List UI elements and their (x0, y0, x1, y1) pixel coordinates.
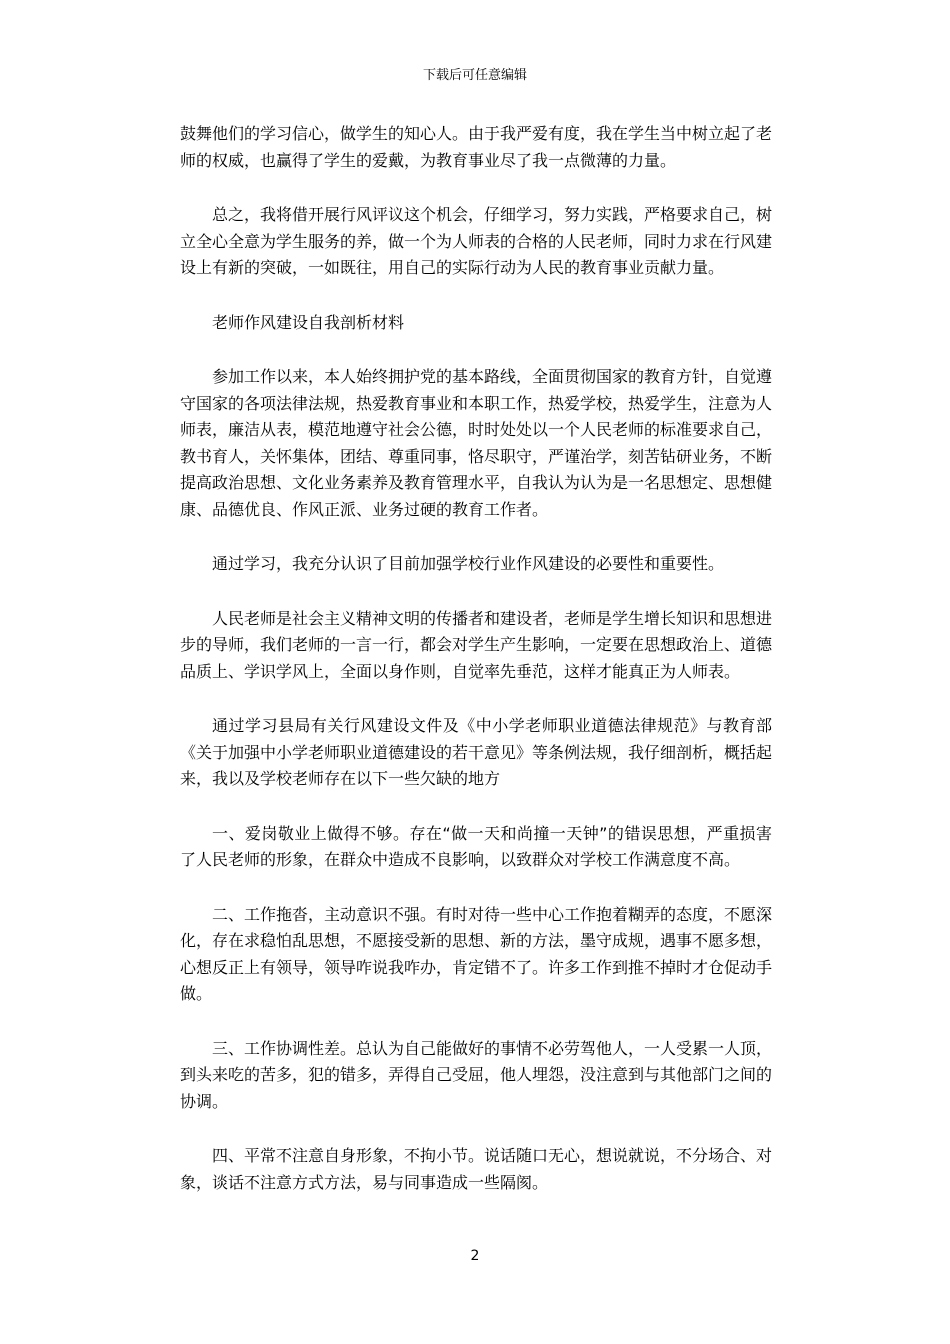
paragraph-study-docs: 通过学习县局有关行风建设文件及《中小学老师职业道德法律规范》与教育部《关于加强中小学老师职业道德建设的若干意见》等条例法规，我仔细剖析，概括起来，我以及学校老师存在以下一些欠缺的地方 (180, 716, 773, 788)
paragraph-understanding: 通过学习，我充分认识了目前加强学校行业作风建设的必要性和重要性。 (212, 554, 725, 573)
paragraph-continuation: 鼓舞他们的学习信心，做学生的知心人。由于我严爱有度，我在学生当中树立起了老师的权威，也赢得了学生的爱戴，为教育事业尽了我一点微薄的力量。 (180, 124, 773, 170)
paragraph-intro: 参加工作以来，本人始终拥护党的基本路线，全面贯彻国家的教育方针，自觉遵守国家的各项法律法规，热爱教育事业和本职工作，热爱学校，热爱学生，注意为人师表，廉洁从表，模范地遵守社会公德，时时处处以一个人民老师的标准要求自己，教书育人，关怀集体，团结、尊重同事，恪尽职守，严谨治学，刻苦钻研业务，不断提高政治思想、文化业务素养及教育管理水平，自我认为认为是一名思想定、思想健康、品德优良、作风正派、业务过硬的教育工作者。 (180, 367, 773, 519)
document-body (180, 121, 772, 1224)
paragraph-issue-2: 二、工作拖沓，主动意识不强。有时对待一些中心工作抱着糊弄的态度，不愿深化，存在求稳怕乱思想，不愿接受新的思想、新的方法，墨守成规，遇事不愿多想，心想反正上有领导，领导咋说我咋办，肯定错不了。许多工作到推不掉时才仓促动手做。 (180, 904, 773, 1003)
section-title: 老师作风建设自我剖析材料 (212, 312, 405, 332)
paragraph-issue-3: 三、工作协调性差。总认为自己能做好的事情不必劳驾他人，一人受累一人顶，到头来吃的苦多，犯的错多，弄得自己受屈，他人埋怨，没注意到与其他部门之间的协调。 (180, 1038, 773, 1111)
paragraph-issue-1: 一、爱岗敬业上做得不够。存在“做一天和尚撞一天钟”的错误思想，严重损害了人民老师的形象，在群众中造成不良影响，以致群众对学校工作满意度不高。 (180, 823, 772, 869)
paragraph-conclusion: 总之，我将借开展行风评议这个机会，仔细学习，努力实践，严格要求自己，树立全心全意为学生服务的养，做一个为人师表的合格的人民老师，同时力求在行风建设上有新的突破，一如既往，用自己的实际行动为人民的教育事业贡献力量。 (180, 205, 773, 277)
page-number: 2 (470, 1248, 480, 1264)
paragraph-issue-4: 四、平常不注意自身形象，不拘小节。说话随口无心，想说就说，不分场合、对象，谈话不注意方式方法，易与同事造成一些隔阂。 (180, 1146, 773, 1192)
page-header: 下载后可任意编辑 (422, 68, 527, 83)
paragraph-teacher-role: 人民老师是社会主义精神文明的传播者和建设者，老师是学生增长知识和思想进步的导师，我们老师的一言一行，都会对学生产生影响，一定要在思想政治上、道德品质上、学识学风上，全面以身作则，自觉率先垂范，这样才能真正为人师表。 (180, 608, 773, 681)
